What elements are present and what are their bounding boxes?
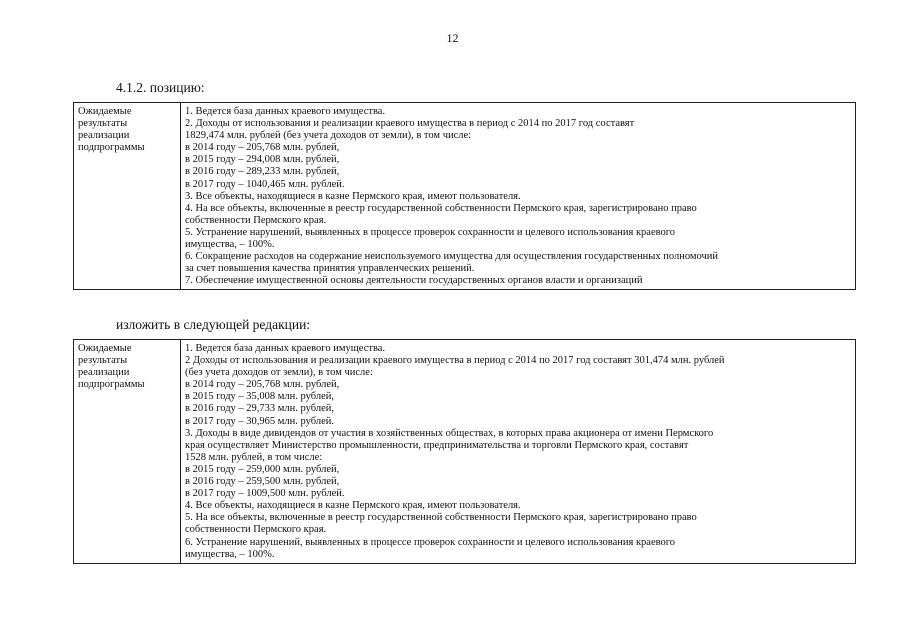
text-line: результаты (78, 355, 128, 367)
text-line: имущества, – 100%. (185, 239, 275, 251)
text-line: 5. На все объекты, включенные в реестр государственной собственности Пермского края, зарегистрировано право (185, 512, 697, 524)
text-line: 4. Все объекты, находящиеся в казне Пермского края, имеют пользователя. (185, 500, 521, 512)
text-line: в 2016 году – 289,233 млн. рублей, (185, 166, 340, 178)
label-cell (74, 103, 181, 290)
text-line: 1. Ведется база данных краевого имущества. (185, 106, 386, 117)
table-row (74, 103, 856, 290)
text-line: в 2015 году – 259,000 млн. рублей, (185, 463, 340, 475)
text-line: реализации (78, 367, 130, 379)
text-line: 1829,474 млн. рублей (без учета доходов от земли), в том числе: (185, 130, 472, 142)
table-row (74, 340, 856, 564)
text-line: 6. Сокращение расходов на содержание неиспользуемого имущества для осуществления государственных полномочий (185, 251, 719, 263)
text-line: 5. Устранение нарушений, выявленных в процессе проверок сохранности и целевого использования краевого (185, 226, 676, 238)
label-cell (74, 340, 181, 564)
text-line: имущества, – 100%. (185, 548, 275, 560)
replace-heading: изложить в следующей редакции: (116, 317, 311, 332)
content-cell (181, 103, 856, 290)
page-number: 12 (446, 31, 459, 45)
text-line: 1528 млн. рублей, в том числе: (185, 451, 323, 463)
new-position-table (73, 339, 856, 564)
text-line: Ожидаемые (78, 343, 132, 354)
text-line: (без учета доходов от земли), в том числе: (185, 367, 373, 379)
text-line: 1. Ведется база данных краевого имущества. (185, 343, 386, 354)
text-line: 2 Доходы от использования и реализации краевого имущества в период с 2014 по 2017 год составят 301,474 млн. рублей (185, 355, 725, 367)
text-line: в 2016 году – 259,500 млн. рублей, (185, 476, 340, 488)
text-line: собственности Пермского края. (185, 524, 327, 536)
text-line: 4. На все объекты, включенные в реестр государственной собственности Пермского края, зарегистрировано право (185, 202, 697, 214)
text-line: в 2014 году – 205,768 млн. рублей, (185, 379, 340, 391)
text-line: в 2017 году – 30,965 млн. рублей. (185, 415, 334, 427)
text-line: подпрограммы (78, 142, 145, 154)
text-line: в 2016 году – 29,733 млн. рублей, (185, 403, 334, 415)
text-line: 6. Устранение нарушений, выявленных в процессе проверок сохранности и целевого использования краевого (185, 536, 676, 548)
text-line: 3. Все объекты, находящиеся в казне Пермского края, имеют пользователя. (185, 190, 521, 202)
text-line: в 2015 году – 294,008 млн. рублей, (185, 154, 340, 166)
content-cell (181, 340, 856, 564)
text-line: реализации (78, 130, 130, 142)
text-line: в 2017 году – 1040,465 млн. рублей. (185, 178, 345, 190)
text-line: в 2017 году – 1009,500 млн. рублей. (185, 488, 345, 500)
text-line: в 2015 году – 35,008 млн. рублей, (185, 391, 334, 403)
text-line: 3. Доходы в виде дивидендов от участия в хозяйственных обществах, в которых права акционера от имени Пермского (185, 427, 714, 439)
old-position-table (73, 102, 856, 290)
text-line: края осуществляет Министерство промышленности, предпринимательства и торговли Пермского края, составят (185, 439, 689, 451)
text-line: за счет повышения качества принятия управленческих решений. (185, 263, 475, 275)
text-line: 7. Обеспечение имущественной основы деятельности государственных органов власти и организаций (185, 275, 643, 287)
text-line: собственности Пермского края. (185, 214, 327, 226)
text-line: 2. Доходы от использования и реализации краевого имущества в период с 2014 по 2017 год составят (185, 118, 635, 130)
text-line: Ожидаемые (78, 106, 132, 117)
text-line: подпрограммы (78, 379, 145, 391)
text-line: результаты (78, 118, 128, 130)
section-heading: 4.1.2. позицию: (116, 80, 205, 95)
text-line: в 2014 году – 205,768 млн. рублей, (185, 142, 340, 154)
